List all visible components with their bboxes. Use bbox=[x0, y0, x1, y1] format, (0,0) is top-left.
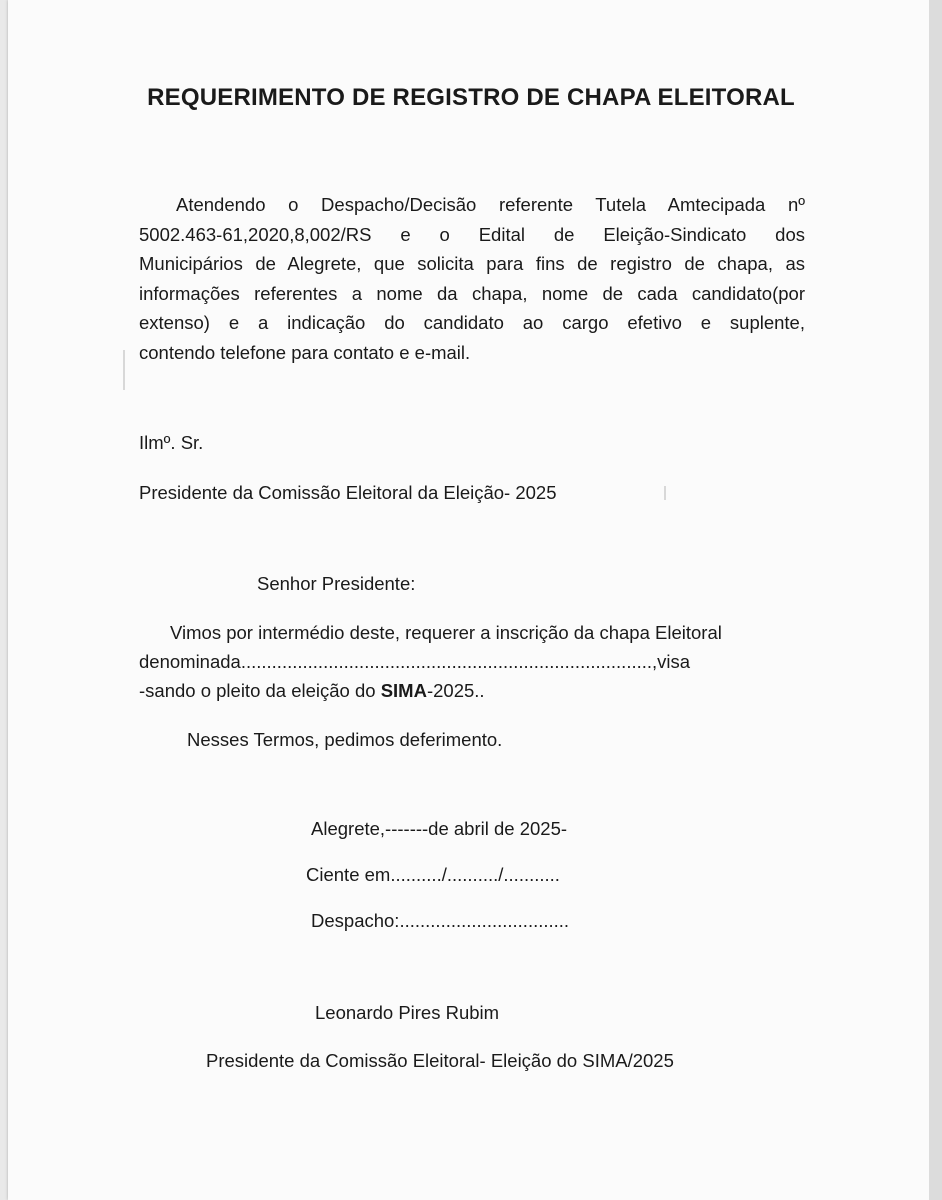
request-text: -2025.. bbox=[426, 680, 485, 701]
organization-name: SIMA bbox=[380, 680, 427, 701]
closing: Nesses Termos, pedimos deferimento. bbox=[187, 729, 503, 750]
intro-line: 5002.463-61,2020,8,002/RS e o Edital de Eleição-Sindicato dos bbox=[139, 223, 805, 245]
intro-line: Municipários de Alegrete, que solicita para fins de registro de chapa, as bbox=[139, 253, 805, 274]
place-date: Alegrete,-------de abril de 2025- bbox=[311, 818, 568, 839]
signer-title: Presidente da Comissão Eleitoral- Eleição do SIMA/2025 bbox=[206, 1050, 674, 1071]
page-edge bbox=[929, 0, 942, 1200]
intro-paragraph bbox=[139, 190, 805, 367]
request-line bbox=[139, 680, 485, 702]
greeting: Senhor Presidente: bbox=[257, 573, 416, 594]
request-line: denominada................................................................................,visa bbox=[139, 651, 691, 672]
signer-name: Leonardo Pires Rubim bbox=[315, 1002, 500, 1023]
intro-line: extenso) e a indicação do candidato ao cargo efetivo e suplente, bbox=[139, 312, 805, 333]
despacho-field: Despacho:................................. bbox=[311, 910, 570, 931]
request-text: -sando o pleito da eleição do bbox=[139, 680, 381, 701]
intro-line: contendo telefone para contato e e-mail. bbox=[139, 341, 471, 363]
intro-line: informações referentes a nome da chapa, nome de cada candidato(por bbox=[139, 282, 805, 304]
ciente-field: Ciente em........../........../........... bbox=[306, 864, 560, 885]
salutation: Ilmº. Sr. bbox=[139, 432, 204, 453]
scan-artifact bbox=[664, 486, 666, 500]
addressee: Presidente da Comissão Eleitoral da Eleição- 2025 bbox=[139, 482, 557, 503]
intro-line: Atendendo o Despacho/Decisão referente Tutela Amtecipada nº bbox=[176, 194, 805, 215]
document-title: REQUERIMENTO DE REGISTRO DE CHAPA ELEITORAL bbox=[147, 84, 795, 111]
scan-artifact bbox=[123, 350, 125, 390]
request-line: Vimos por intermédio deste, requerer a inscrição da chapa Eleitoral bbox=[170, 622, 722, 643]
